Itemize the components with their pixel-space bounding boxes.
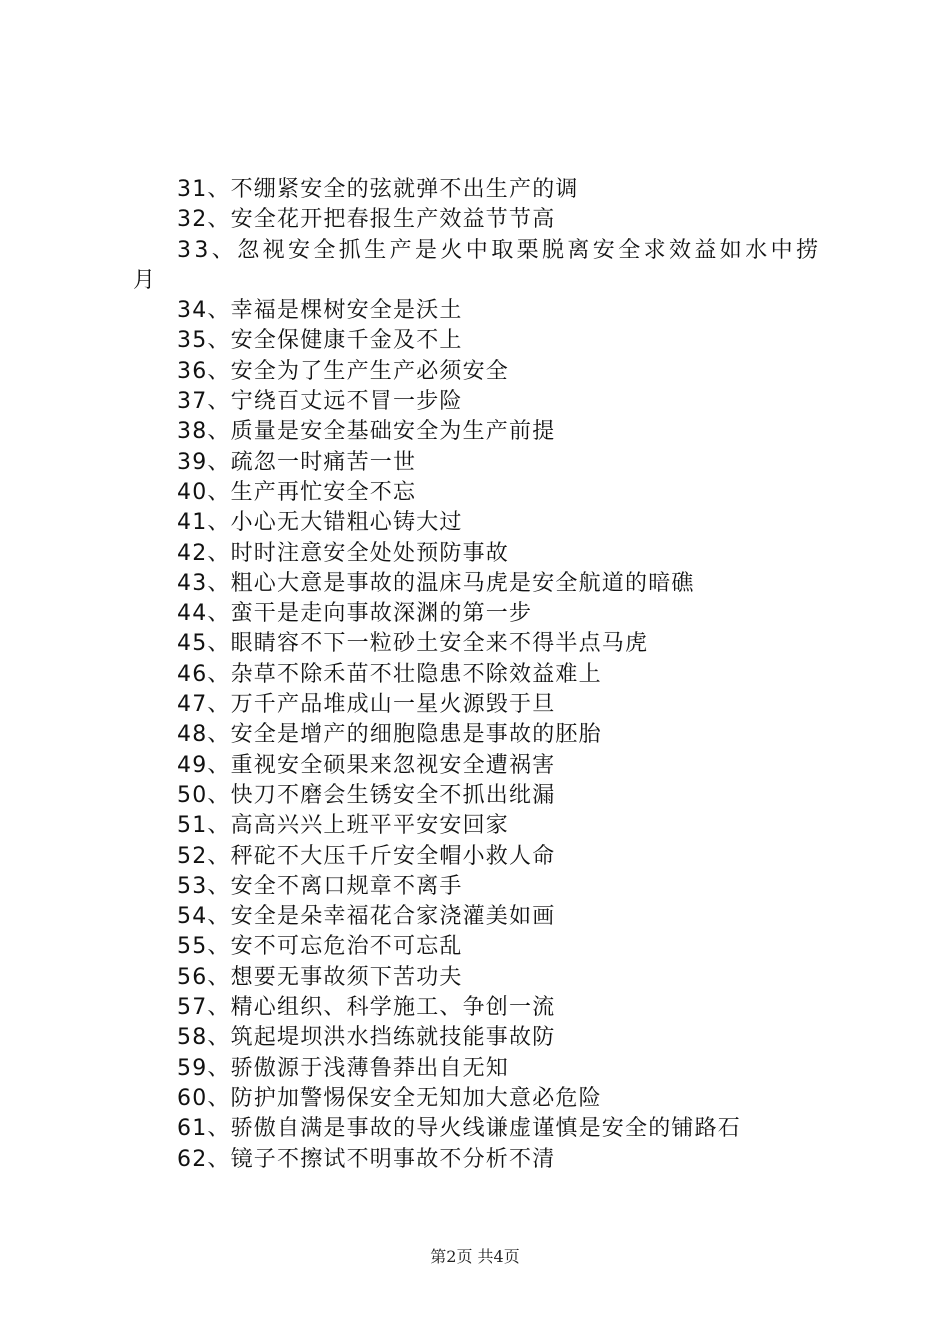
list-item: 50、快刀不磨会生锈安全不抓出纰漏 <box>177 782 556 808</box>
list-item: 55、安不可忘危治不可忘乱 <box>177 934 463 960</box>
list-item: 43、粗心大意是事故的温床马虎是安全航道的暗礁 <box>177 570 695 596</box>
list-item: 42、时时注意安全处处预防事故 <box>177 540 509 566</box>
list-item: 40、生产再忙安全不忘 <box>177 479 417 505</box>
list-item: 33、忽视安全抓生产是火中取栗脱离安全求效益如水中捞 <box>177 237 822 263</box>
slogan-list <box>133 175 833 1175</box>
list-item: 45、眼睛容不下一粒砂土安全来不得半点马虎 <box>177 631 649 657</box>
list-item: 36、安全为了生产生产必须安全 <box>177 358 509 384</box>
list-item: 31、不绷紧安全的弦就弹不出生产的调 <box>177 177 579 202</box>
list-item: 53、安全不离口规章不离手 <box>177 873 463 899</box>
list-item: 57、精心组织、科学施工、争创一流 <box>177 995 556 1021</box>
list-item: 32、安全花开把春报生产效益节节高 <box>177 207 556 233</box>
list-item: 56、想要无事故须下苦功夫 <box>177 964 463 990</box>
list-item: 49、重视安全硕果来忽视安全遭祸害 <box>177 752 556 778</box>
list-item: 41、小心无大错粗心铸大过 <box>177 510 463 536</box>
list-item: 58、筑起堤坝洪水挡练就技能事故防 <box>177 1025 556 1051</box>
list-item: 44、蛮干是走向事故深渊的第一步 <box>177 601 533 627</box>
list-item: 54、安全是朵幸福花合家浇灌美如画 <box>177 904 556 930</box>
list-item: 37、宁绕百丈远不冒一步险 <box>177 389 463 415</box>
list-item: 59、骄傲源于浅薄鲁莽出自无知 <box>177 1055 509 1081</box>
list-item: 48、安全是增产的细胞隐患是事故的胚胎 <box>177 722 602 748</box>
list-item: 35、安全保健康千金及不上 <box>177 328 463 354</box>
list-item: 39、疏忽一时痛苦一世 <box>177 449 417 475</box>
list-item: 34、幸福是棵树安全是沃土 <box>177 298 463 324</box>
list-item: 38、质量是安全基础安全为生产前提 <box>177 419 556 445</box>
list-item: 51、高高兴兴上班平平安安回家 <box>177 813 509 839</box>
list-item: 52、秤砣不大压千斤安全帽小救人命 <box>177 843 556 869</box>
list-item-continuation: 月 <box>133 267 157 293</box>
list-item: 47、万千产品堆成山一星火源毁于旦 <box>177 692 556 718</box>
list-item: 60、防护加警惕保安全无知加大意必危险 <box>177 1085 602 1111</box>
list-item: 62、镜子不擦试不明事故不分析不清 <box>177 1146 556 1172</box>
page-footer: 第2页 共4页 <box>430 1247 520 1266</box>
list-item: 61、骄傲自满是事故的导火线谦虚谨慎是安全的铺路石 <box>177 1116 741 1142</box>
list-item: 46、杂草不除禾苗不壮隐患不除效益难上 <box>177 661 602 687</box>
